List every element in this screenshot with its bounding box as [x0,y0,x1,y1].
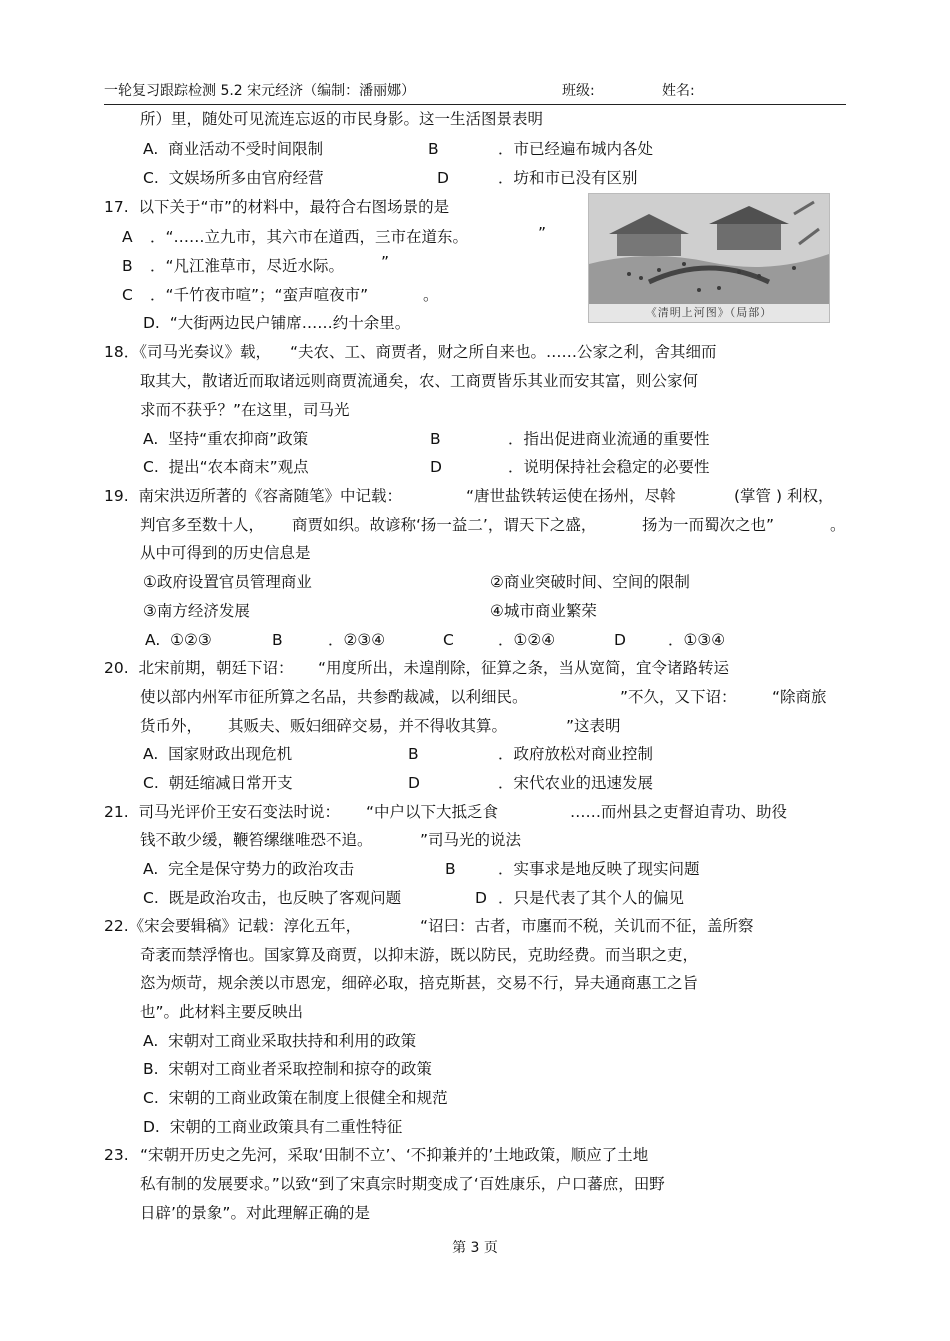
q18-stem-1a: 18．《司马光奏议》载， [104,343,271,361]
q21-stem-2a: 钱不敢少缓，鞭笞缧继唯恐不追。 [140,831,373,849]
name-label: 姓名: [662,83,695,99]
q20-stem-3c: ”这表明 [566,717,621,735]
q19-item-2: ②商业突破时间、空间的限制 [490,573,690,591]
q20-option-d: ．宋代农业的迅速发展 [498,774,654,792]
q21-stem-1c: ……而州县之吏督迫青功、助役 [570,803,788,821]
q21-option-a: A. 完全是保守势力的政治攻击 [143,860,355,878]
q21-option-b-letter: B [445,860,456,878]
q18-option-d-letter: D [430,458,442,476]
q21-stem-2b: ”司马光的说法 [420,831,522,849]
q20-stem-1a: 20. 北宋前期，朝廷下诏： [104,659,294,677]
q19-item-3: ③南方经济发展 [143,602,250,620]
q18-option-b-letter: B [430,430,441,448]
q23-stem-2: 私有制的发展要求。”以致“到了宋真宗时期变成了‘百姓康乐，户口蕃庶，田野 [140,1175,665,1193]
q19-option-c: ．①②④ [498,631,556,649]
q18-option-a: A. 坚持“重农抑商”政策 [143,430,309,448]
q20-option-b: ．政府放松对商业控制 [498,745,654,763]
q20-stem-2a: 使以部内州军市征所算之名品，共参酌裁减，以利细民。 [140,688,528,706]
q19-stem-2b: 商贾如织。故谚称‘扬一益二’，谓天下之盛， [292,516,597,534]
image-caption: 《清明上河图》（局部） [645,306,773,319]
q21-option-d: ．只是代表了其个人的偏见 [498,889,685,907]
q22-stem-1a: 22.《宋会要辑稿》记载：淳化五年， [104,917,362,935]
q17-option-a-quote: ” [538,224,547,242]
q19-option-d-letter: D [614,631,626,649]
q22-stem-3: 恣为烦苛，规余羡以市恩宠，细碎必取，掊克斯甚，交易不行，异夫通商惠工之旨 [140,974,699,992]
q19-stem-2a: 判官多至数十人， [140,516,265,534]
q22-option-a: A. 宋朝对工商业采取扶持和利用的政策 [143,1032,417,1050]
q18-option-b: ．指出促进商业流通的重要性 [508,430,710,448]
q16-option-d-letter: D [437,169,449,187]
q20-stem-1b: “用度所出，未遑削除，征算之条，当从宽简，宜令诸路转运 [318,659,730,677]
q20-option-a: A. 国家财政出现危机 [143,745,293,763]
q20-stem-3a: 货币外， [140,717,203,735]
q19-stem-1a: 19. 南宋洪迈所著的《容斋随笔》中记载： [104,487,403,505]
q19-stem-2c: 扬为一而蜀次之也” [642,516,775,534]
q22-stem-4: 也”。此材料主要反映出 [140,1003,304,1021]
qingming-painting-image [588,193,830,323]
q17-option-b-letter: B [122,257,133,275]
q22-option-b: B. 宋朝对工商业者采取控制和掠夺的政策 [143,1060,432,1078]
q19-option-a: A. ①②③ [145,631,212,649]
q19-option-b: ．②③④ [328,631,386,649]
q19-option-c-letter: C [443,631,454,649]
q22-stem-2: 奇袤而禁浮惰也。国家算及商贾，以抑末游，既以防民，克助经费。而当职之吏， [140,946,699,964]
q17-option-b-quote: ” [381,253,390,271]
q21-option-c: C. 既是政治攻击，也反映了客观问题 [143,889,402,907]
q17-option-a: ．“……立九市，其六市在道西，三市在道东。 [150,228,469,246]
q21-stem-1b: “中户以下大抵乏食 [366,803,499,821]
q21-option-d-letter: D [475,889,487,907]
q16-option-d: ．坊和市已没有区别 [498,169,638,187]
q20-stem-3b: 其贩夫、贩妇细碎交易，并不得收其算。 [228,717,508,735]
page-header [104,78,846,105]
q16-option-a: A. 商业活动不受时间限制 [143,140,324,158]
q22-stem-1b: “诏曰：古者，市廛而不税，关讥而不征，盖所察 [420,917,754,935]
q19-item-4: ④城市商业繁荣 [490,602,597,620]
q22-option-d: D. 宋朝的工商业政策具有二重性特征 [143,1118,403,1136]
painting-illustration [589,194,829,304]
page-number: 第 3 页 [452,1240,498,1256]
q19-stem-1b: “唐世盐铁转运使在扬州，尽斡 [466,487,676,505]
q18-option-c: C. 提出“农本商末”观点 [143,458,309,476]
q20-option-b-letter: B [408,745,419,763]
q19-option-d: ．①③④ [668,631,726,649]
q17-option-c: ．“千竹夜市喧”；“蛮声喧夜市” [150,286,369,304]
q21-option-b: ．实事求是地反映了现实问题 [498,860,700,878]
q22-option-c: C. 宋朝的工商业政策在制度上很健全和规范 [143,1089,448,1107]
q23-number: 23. [104,1146,129,1164]
q23-stem-1: “宋朝开历史之先河，采取‘田制不立’、‘不抑兼并的’土地政策，顺应了土地 [140,1146,649,1164]
q20-stem-2c: “除商旅 [772,688,827,706]
q16-option-b-letter: B [428,140,439,158]
q17-option-a-letter: A [122,228,133,246]
q18-stem-1b: “夫农、工、商贾者，财之所自来也。……公家之利，舍其细而 [290,343,717,361]
q17-stem: 17. 以下关于“市”的材料中，最符合右图场景的是 [104,198,450,216]
q23-stem-3: 日辟’的景象”。对此理解正确的是 [140,1204,370,1222]
q18-stem-2: 取其大，散诸近而取诸远则商贾流通矣，农、工商贾皆乐其业而安其富，则公家何 [140,372,699,390]
q16-option-c: C. 文娱场所多由官府经营 [143,169,324,187]
q16-stem: 所）里，随处可见流连忘返的市民身影。这一生活图景表明 [140,110,544,128]
q19-option-b-letter: B [272,631,283,649]
q17-option-c-period: 。 [423,286,439,304]
class-label: 班级: [562,83,595,99]
q17-option-d: D. “大街两边民户铺席……约十余里。 [143,314,411,332]
q20-option-c: C. 朝廷缩减日常开支 [143,774,293,792]
q19-stem-1c: (掌管 ) 利权， [734,487,834,505]
q19-stem-3: 从中可得到的历史信息是 [140,544,311,562]
q20-stem-2b: ”不久，又下诏： [620,688,737,706]
header-title: 一轮复习跟踪检测 5.2 宋元经济（编制：潘丽娜） [104,83,416,99]
q20-option-d-letter: D [408,774,420,792]
q16-option-b: ．市已经遍布城内各处 [498,140,654,158]
q18-stem-3: 求而不获乎？”在这里，司马光 [140,401,350,419]
q19-item-1: ①政府设置官员管理商业 [143,573,312,591]
q21-stem-1a: 21. 司马光评价王安石变法时说： [104,803,341,821]
q17-option-c-letter: C [122,286,133,304]
q17-option-b: ．“凡江淮草市，尽近水际。 [150,257,345,275]
q19-stem-2d: 。 [830,516,846,534]
q18-option-d: ．说明保持社会稳定的必要性 [508,458,710,476]
